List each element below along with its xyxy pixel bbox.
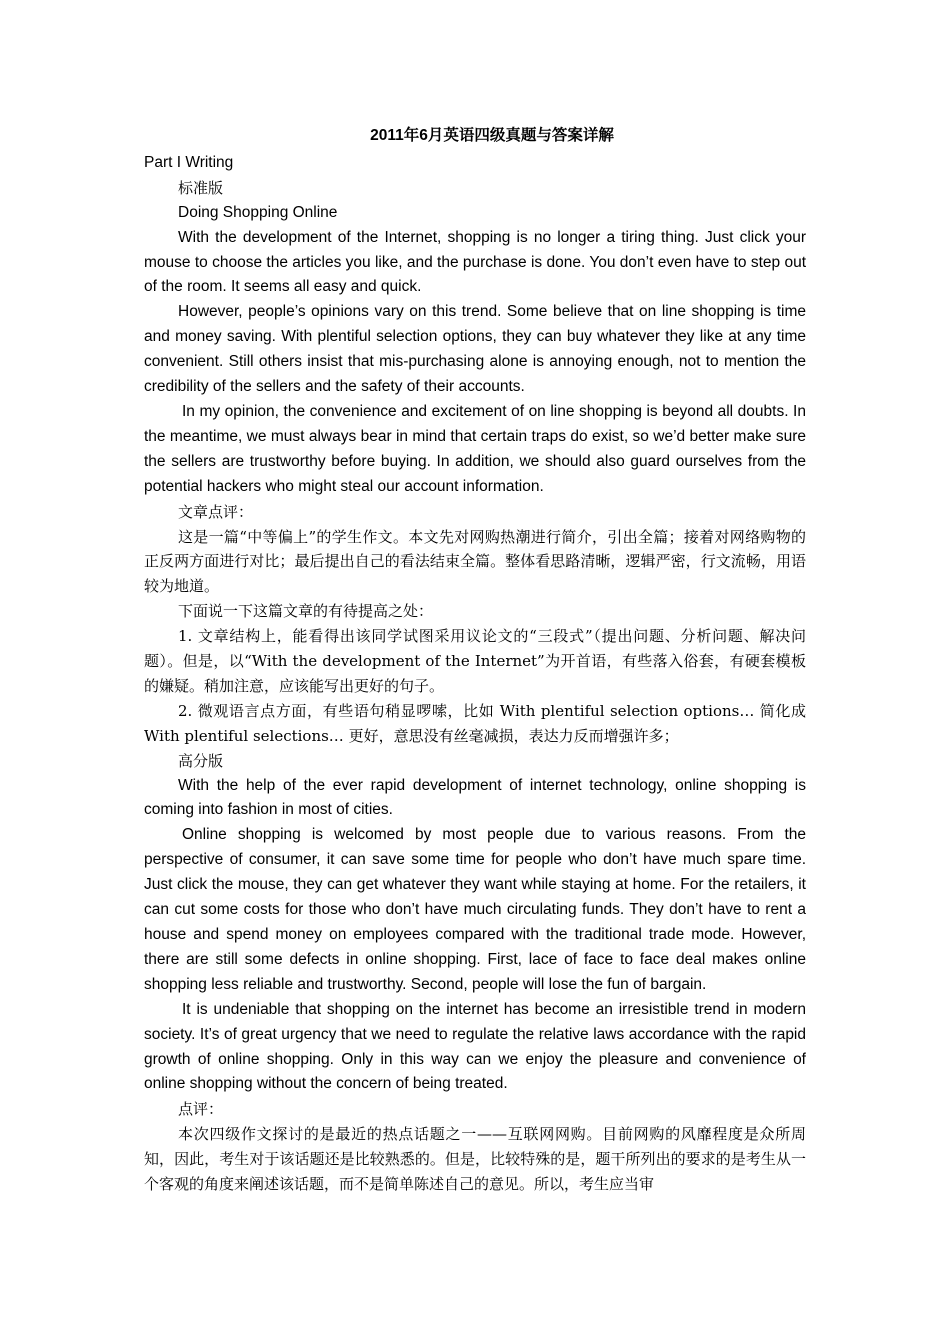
improve-point: 1. 文章结构上，能看得出该同学试图采用议论文的“三段式”（提出问题、分析问题、解决问题）。但是，以“With the development of the Internet”为开首语，有些落入俗套，有硬套模板的嫌疑。稍加注意，应该能写出更好的句子。: [144, 627, 806, 695]
comment-text: 本次四级作文探讨的是最近的热点话题之一——互联网网购。目前网购的风靡程度是众所周知，因此，考生对于该话题还是比较熟悉的。但是，比较特殊的是，题干所列出的要求的是考生从一个客观的角度来阐述该话题，而不是简单陈述自己的意见。所以，考生应当审: [144, 1125, 806, 1194]
improve-label: 下面说一下这篇文章的有待提高之处：: [178, 602, 434, 621]
essay1-paragraph: However, people’s opinions vary on this trend. Some believe that on line shopping is time and money saving. With plentiful selection options, they can buy whatever they like at any time convenient. Still others insist that mis-purchasing alone is annoying enough, not to mention the credibility of the sellers and the safety of their accounts.: [144, 303, 806, 396]
essay2-paragraph: It is undeniable that shopping on the internet has become an irresistible trend in modern society. It’s of great urgency that we need to regulate the relative laws accordance with the rapid growth of online shopping. Only in this way can we enjoy the pleasure and convenience of online shopping without the concern of being treated.: [144, 1000, 806, 1093]
essay2-paragraph: With the help of the ever rapid development of internet technology, online shopping is coming into fashion in most of cities.: [144, 776, 806, 819]
standard-version-label: 标准版: [178, 178, 224, 197]
document-body: [144, 124, 806, 1197]
page-title: 2011年6月英语四级真题与答案详解: [370, 127, 614, 144]
high-score-label: 高分版: [178, 751, 224, 770]
essay1-paragraph: With the development of the Internet, shopping is no longer a tiring thing. Just click your mouse to choose the articles you like, and the purchase is done. You don’t even have to step out of the room. It seems all easy and quick.: [144, 228, 806, 296]
comment-label: 点评：: [178, 1100, 224, 1119]
essay1-paragraph: In my opinion, the convenience and excitement of on line shopping is beyond all doubts. In the meantime, we must always bear in mind that certain traps do exist, so we’d better make sure the sellers are trustworthy before buying. In addition, we should also guard ourselves from the potential hackers who might steal our account information.: [144, 402, 806, 495]
essay2-paragraph: Online shopping is welcomed by most people due to various reasons. From the perspective of consumer, it can save some time for people who don’t have much spare time. Just click the mouse, they can get whatever they want while staying at home. For the retailers, it can cut some costs for those who don’t have much circulating funds. They don’t have to rent a house and spend money on employees compared with the traditional trade mode. However, there are still some defects in online shopping. First, lace of face to face deal makes online shopping less reliable and trustworthy. Second, people will lose the fun of bargain.: [144, 826, 806, 993]
section-heading: Part I Writing: [144, 153, 234, 171]
essay-title: Doing Shopping Online: [178, 203, 338, 221]
review-label: 文章点评：: [178, 502, 254, 521]
improve-point: 2. 微观语言点方面，有些语句稍显啰嗦，比如 With plentiful selection options… 简化成 With plentiful selections… 更好，意思没有丝毫减损，表达力反而增强许多；: [144, 701, 806, 745]
review-text: 这是一篇“中等偏上”的学生作文。本文先对网购热潮进行简介，引出全篇；接着对网络购物的正反两方面进行对比；最后提出自己的看法结束全篇。整体看思路清晰，逻辑严密，行文流畅，用语较为地道。: [144, 527, 806, 596]
